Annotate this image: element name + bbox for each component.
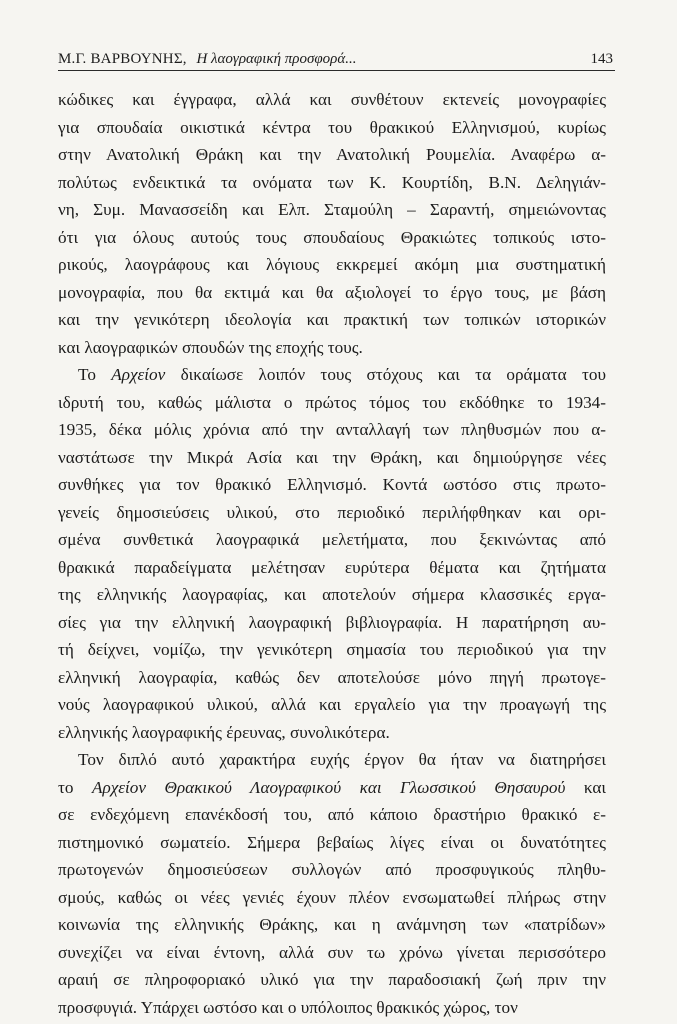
line-text: και την γενικότερη ιδεολογία και πρακτική των τοπικών ιστορικών [58, 310, 606, 329]
paragraph [58, 86, 606, 361]
text-line [58, 554, 606, 582]
text-line [58, 416, 606, 444]
line-text: Το [78, 365, 112, 384]
text-line [58, 114, 606, 142]
text-line [58, 279, 606, 307]
line-text: γενείς δημοσιεύσεις υλικού, στο περιοδικό περιλήφθηκαν και ορι- [58, 502, 606, 522]
text-line [58, 609, 606, 637]
text-line [58, 939, 606, 967]
line-text: ιδρυτή του, καθώς μάλιστα ο πρώτος τόμος του εκδόθηκε το 1934- [58, 392, 606, 412]
line-text: συνεχίζει να είναι έντονη, αλλά συν τω χρόνω γίνεται περισσότερο [58, 942, 606, 962]
line-text: ότι για όλους αυτούς τους σπουδαίους Θρακιώτες τοπικούς ιστο- [58, 227, 606, 247]
text-line [58, 994, 606, 1022]
text-line [58, 829, 606, 857]
line-text: το [58, 777, 92, 797]
text-line [58, 746, 606, 774]
text-line [58, 774, 606, 802]
text-line [58, 224, 606, 252]
text-line [58, 664, 606, 692]
text-line [58, 581, 606, 609]
text-line [58, 444, 606, 472]
page-number: 143 [590, 51, 613, 67]
line-text: για σπουδαία οικιστικά κέντρα του θρακικού Ελληνισμού, κυρίως [58, 117, 606, 137]
text-line [58, 526, 606, 554]
line-text: Τον διπλό αυτό χαρακτήρα ευχής έργον θα ήταν να διατηρήσει [78, 750, 606, 769]
paragraph [58, 746, 606, 1021]
italic-title: Αρχείον Θρακικού Λαογραφικού και Γλωσσικού Θησαυρού [91, 777, 566, 797]
header-title: Η λαογραφική προσφορά... [196, 51, 357, 67]
line-text: πολύτως ενδεικτικά τα ονόματα των Κ. Κουρτίδη, Β.Ν. Δεληγιάν- [58, 172, 606, 192]
text-line [58, 884, 606, 912]
line-text: ρικούς, λαογράφους και λόγιους εκκρεμεί ακόμη μια συστηματική [58, 255, 606, 274]
line-text: θρακικά παραδείγματα μελέτησαν ευρύτερα θέματα και ζητήματα [58, 557, 606, 577]
running-header [58, 48, 615, 71]
text-line [58, 471, 606, 499]
line-text: νη, Συμ. Μανασσείδη και Ελπ. Σταμούλη – Σαραντή, σημειώνοντας [58, 200, 606, 219]
text-line [58, 306, 606, 334]
text-line [58, 169, 606, 197]
line-text: 1935, δέκα μόλις χρόνια από την ανταλλαγή των πληθυσμών που α- [58, 420, 606, 439]
line-text: προσφυγιά. Υπάρχει ωστόσο και ο υπόλοιπος θρακικός χώρος, τον [58, 997, 518, 1017]
text-line [58, 801, 606, 829]
line-text: της ελληνικής λαογραφίας, και αποτελούν σήμερα κλασσικές εργα- [58, 585, 606, 604]
text-line [58, 966, 606, 994]
text-line [58, 251, 606, 279]
line-text: ναστάτωσε την Μικρά Ασία και την Θράκη, και δημιούργησε νέες [58, 447, 606, 467]
line-text: και λαογραφικών σπουδών της εποχής τους. [58, 337, 363, 357]
text-line [58, 86, 606, 114]
text-line [58, 691, 606, 719]
line-text: τή δείχνει, νομίζω, την γενικότερη σημασία του περιοδικού για την [58, 640, 606, 659]
line-text: πρωτογενών δημοσιεύσεων συλλογών από προσφυγικούς πληθυ- [58, 860, 606, 879]
line-text: στην Ανατολική Θράκη και την Ανατολική Ρουμελία. Αναφέρω α- [58, 145, 606, 164]
line-text: νούς λαογραφικού υλικού, αλλά και εργαλείο για την προαγωγή της [58, 695, 606, 714]
line-text: δικαίωσε λοιπόν τους στόχους και τα οράματα του [165, 365, 606, 384]
text-line [58, 389, 606, 417]
text-line [58, 636, 606, 664]
line-text: σίες για την ελληνική λαογραφική βιβλιογραφία. Η παρατήρηση αυ- [58, 612, 606, 632]
text-line [58, 334, 606, 362]
line-text: ελληνική λαογραφία, καθώς δεν αποτελούσε μόνο πηγή πρωτογε- [58, 667, 606, 687]
text-line [58, 719, 606, 747]
text-line [58, 911, 606, 939]
line-text: αραιή σε πληροφοριακό υλικό για την παραδοσιακή ζωή πριν την [58, 970, 606, 989]
italic-title: Αρχείον [111, 365, 166, 384]
text-line [58, 499, 606, 527]
text-line [58, 196, 606, 224]
line-text: μονογραφία, που θα εκτιμά και θα αξιολογεί το έργο τους, με βάση [58, 282, 606, 302]
text-line [58, 141, 606, 169]
line-text: και [565, 777, 606, 797]
line-text: σμούς, καθώς οι νέες γενιές έχουν πλέον ενσωματωθεί πλήρως στην [58, 887, 606, 907]
line-text: σε ενδεχόμενη επανέκδοσή του, από κάποιο δραστήριο θρακικό ε- [58, 805, 606, 824]
line-text: σμένα συνθετικά λαογραφικά μελετήματα, που ξεκινώντας από [58, 530, 606, 549]
line-text: συνθήκες για τον θρακικό Ελληνισμό. Κοντά ωστόσο στις πρωτο- [58, 475, 606, 494]
body-text [58, 86, 606, 1021]
line-text: ελληνικής λαογραφικής έρευνας, συνολικότερα. [58, 722, 390, 742]
line-text: πιστημονικό σωματείο. Σήμερα βεβαίως λίγες είναι οι δυνατότητες [58, 832, 606, 852]
text-line [58, 361, 606, 389]
text-line [58, 856, 606, 884]
header-author: Μ.Γ. ΒΑΡΒΟΥΝΗΣ, [58, 51, 187, 67]
paragraph [58, 361, 606, 746]
line-text: κώδικες και έγγραφα, αλλά και συνθέτουν εκτενείς μονογραφίες [58, 90, 606, 109]
line-text: κοινωνία της ελληνικής Θράκης, και η ανάμνηση των «πατρίδων» [58, 915, 606, 934]
